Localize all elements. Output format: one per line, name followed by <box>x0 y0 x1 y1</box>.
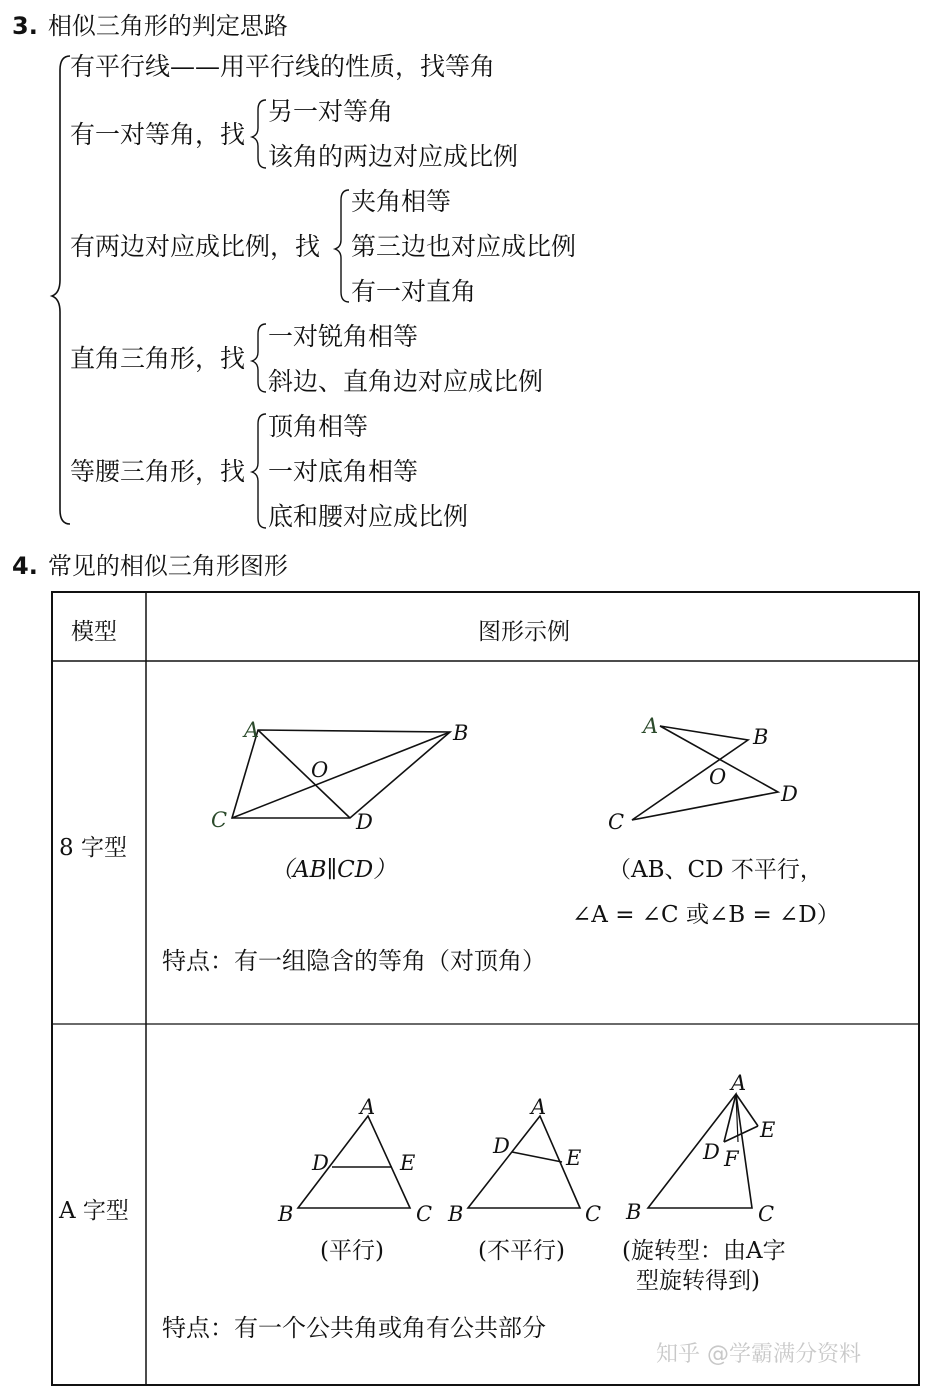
parallel-line-rule: 有平行线——用平行线的性质，找等角 <box>70 52 496 81</box>
label-A: A <box>360 1095 376 1119</box>
group-1-item-2: 该角的两边对应成比例 <box>268 142 519 171</box>
group-2-item-1: 夹角相等 <box>351 187 452 216</box>
label-B: B <box>753 725 769 749</box>
group-2-condition: 有两边对应成比例，找 <box>70 232 321 261</box>
section-number: 4. <box>12 552 38 580</box>
caption-A-rotation-line-2: 型旋转得到) <box>636 1268 760 1294</box>
section-title: 相似三角形的判定思路 <box>47 12 288 40</box>
group-3-item-1: 一对锐角相等 <box>268 322 419 351</box>
group-3-condition: 直角三角形，找 <box>70 344 246 373</box>
label-D: D <box>703 1140 720 1164</box>
group-4-condition: 等腰三角形，找 <box>70 457 246 486</box>
group-4-item-2: 一对底角相等 <box>268 457 419 486</box>
label-A: A <box>244 718 260 742</box>
label-C: C <box>416 1202 433 1226</box>
label-D: D <box>781 782 798 806</box>
model-8-shape: 8 字型 <box>59 835 127 861</box>
caption-parallel: （AB∥CD） <box>270 857 397 883</box>
label-E: E <box>400 1151 416 1175</box>
label-B: B <box>278 1202 294 1226</box>
watermark: 知乎 @学霸满分资料 <box>656 1342 861 1367</box>
label-O: O <box>709 765 727 789</box>
group-4-item-1: 顶角相等 <box>268 412 369 441</box>
group-1-item-1: 另一对等角 <box>268 97 394 126</box>
label-C: C <box>585 1202 602 1226</box>
column-header-example: 图形示例 <box>478 619 570 645</box>
group-1-condition: 有一对等角，找 <box>70 120 246 149</box>
group-2-item-2: 第三边也对应成比例 <box>351 232 577 261</box>
label-F: F <box>724 1147 739 1171</box>
label-C: C <box>211 808 228 832</box>
caption-nonparallel-line-2: ∠A = ∠C 或∠B = ∠D） <box>572 902 840 928</box>
label-D: D <box>356 810 373 834</box>
section-title: 常见的相似三角形图形 <box>47 552 288 580</box>
feature-8-shape: 特点：有一组隐含的等角（对顶角） <box>162 947 546 975</box>
caption-A-parallel: (平行) <box>320 1238 384 1264</box>
caption-A-nonparallel: (不平行) <box>478 1238 565 1264</box>
label-C: C <box>758 1202 775 1226</box>
label-E: E <box>760 1118 776 1142</box>
label-A: A <box>531 1095 547 1119</box>
caption-A-rotation-line-1: (旋转型：由A字 <box>622 1238 786 1264</box>
feature-A-shape: 特点：有一个公共角或角有公共部分 <box>162 1314 546 1342</box>
model-A-shape: A 字型 <box>59 1198 129 1224</box>
group-3-item-2: 斜边、直角边对应成比例 <box>268 367 544 396</box>
label-C: C <box>608 810 625 834</box>
label-A: A <box>731 1071 747 1095</box>
label-O: O <box>311 758 329 782</box>
label-A: A <box>643 714 659 738</box>
group-2-item-3: 有一对直角 <box>351 277 477 306</box>
group-4-item-3: 底和腰对应成比例 <box>268 502 469 531</box>
section-number: 3. <box>12 12 38 40</box>
label-B: B <box>448 1202 464 1226</box>
label-D: D <box>312 1151 329 1175</box>
column-header-model: 模型 <box>71 619 117 645</box>
label-E: E <box>566 1146 582 1170</box>
caption-nonparallel-line-1: （AB、CD 不平行， <box>608 857 823 883</box>
label-D: D <box>493 1134 510 1158</box>
label-B: B <box>626 1200 642 1224</box>
label-B: B <box>453 721 469 745</box>
